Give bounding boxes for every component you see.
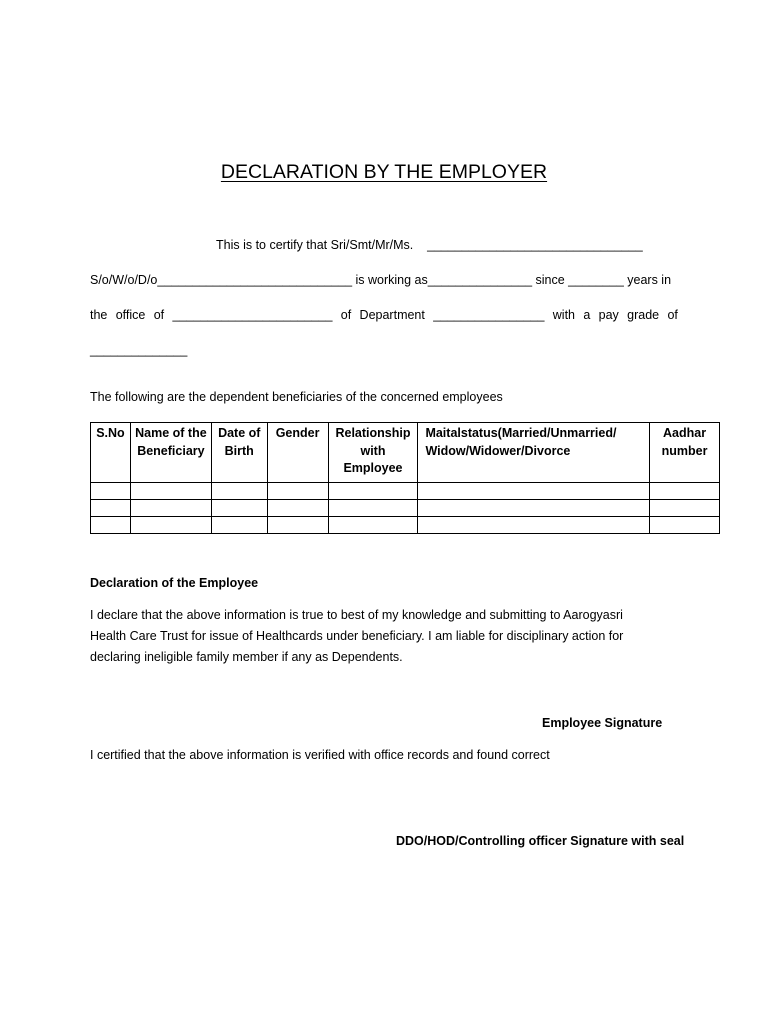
table-cell bbox=[211, 482, 267, 499]
beneficiaries-table bbox=[90, 422, 720, 534]
office-line-word: a bbox=[583, 308, 591, 322]
table-cell bbox=[211, 499, 267, 516]
employee-signature-label: Employee Signature bbox=[542, 716, 663, 730]
office-line-word: grade bbox=[627, 308, 660, 322]
office-line-word: of bbox=[153, 308, 165, 322]
table-cell bbox=[328, 482, 418, 499]
certify-line: This is to certify that Sri/Smt/Mr/Ms. _______________________________ bbox=[216, 238, 643, 252]
table-cell bbox=[328, 516, 418, 533]
beneficiaries-intro: The following are the dependent beneficiaries of the concerned employees bbox=[90, 390, 503, 404]
verification-text: I certified that the above information is verified with office records and found correct bbox=[90, 748, 550, 762]
header-name: Name of the Beneficiary bbox=[130, 423, 211, 483]
table-cell bbox=[650, 499, 720, 516]
table-body bbox=[91, 482, 720, 533]
office-line-word: the bbox=[90, 308, 108, 322]
department-blank: ________________ bbox=[433, 308, 545, 322]
office-line-word: of bbox=[340, 308, 352, 322]
office-blank: _______________________ bbox=[172, 308, 333, 322]
table-cell bbox=[130, 499, 211, 516]
document-title: DECLARATION BY THE EMPLOYER bbox=[220, 161, 548, 183]
header-marital-status: Maitalstatus(Married/Unmarried/ Widow/Widower/Divorce bbox=[418, 423, 650, 483]
table-header-row bbox=[91, 423, 720, 483]
table-cell bbox=[267, 516, 328, 533]
table-row bbox=[91, 482, 720, 499]
employee-declaration-heading: Declaration of the Employee bbox=[90, 576, 259, 590]
header-gender: Gender bbox=[267, 423, 328, 483]
table-cell bbox=[328, 499, 418, 516]
office-line-word: with bbox=[552, 308, 576, 322]
table-row bbox=[91, 499, 720, 516]
table-cell bbox=[130, 482, 211, 499]
office-line-word: pay bbox=[598, 308, 619, 322]
office-line bbox=[90, 308, 678, 322]
table-cell bbox=[267, 499, 328, 516]
table-cell bbox=[418, 482, 650, 499]
table-cell bbox=[650, 482, 720, 499]
table-cell bbox=[650, 516, 720, 533]
table-cell bbox=[418, 516, 650, 533]
table-cell bbox=[418, 499, 650, 516]
officer-signature-label: DDO/HOD/Controlling officer Signature with seal bbox=[396, 834, 685, 848]
office-line-word: office bbox=[115, 308, 146, 322]
header-relationship: Relationship with Employee bbox=[328, 423, 418, 483]
table-cell bbox=[91, 516, 131, 533]
table-cell bbox=[91, 482, 131, 499]
office-line-word: of bbox=[667, 308, 678, 322]
table-row bbox=[91, 516, 720, 533]
header-aadhar: Aadhar number bbox=[650, 423, 720, 483]
office-line-word: Department bbox=[359, 308, 425, 322]
table-cell bbox=[130, 516, 211, 533]
header-dob: Date of Birth bbox=[211, 423, 267, 483]
employee-declaration-text: I declare that the above information is true to best of my knowledge and submitting to Aarogyasri Health Care Trust for issue of Healthcards under beneficiary. I am liable for disciplinary action for declaring ineligible family member if any as Dependents. bbox=[90, 608, 624, 664]
relation-line: S/o/W/o/D/o____________________________ is working as_______________ since ________ years in bbox=[90, 273, 672, 287]
table-cell bbox=[267, 482, 328, 499]
pay-grade-blank: ______________ bbox=[90, 343, 188, 357]
table-cell bbox=[211, 516, 267, 533]
table-cell bbox=[91, 499, 131, 516]
header-sno: S.No bbox=[91, 423, 131, 483]
